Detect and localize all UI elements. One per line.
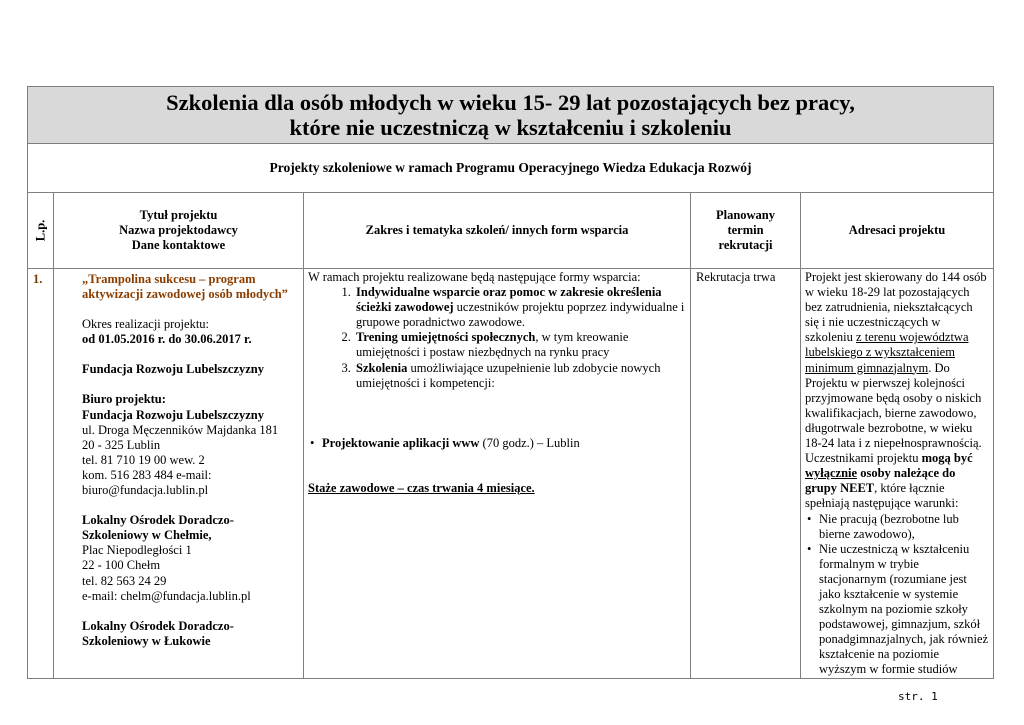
title-line-2: które nie uczestniczą w kształceniu i szkoleniu xyxy=(289,115,732,140)
recruitment-cell: Rekrutacja trwa xyxy=(691,269,801,679)
chelm-office-label: Lokalny Ośrodek Doradczo-Szkoleniowy w Chełmie, xyxy=(82,513,234,543)
support-forms-list xyxy=(308,285,686,391)
adresaci-conditions: Uczestnikami projektu mogą być wyłącznie osoby należące do grupy NEET, które łącznie spełniają następujące warunki: xyxy=(805,451,973,511)
office-label: Biuro projektu: xyxy=(82,392,166,407)
chelm-address-1: Plac Niepodległości 1 xyxy=(82,543,192,558)
project-title: „Trampolina sukcesu – program aktywizacji zawodowej osób młodych” xyxy=(82,272,288,302)
conditions-list xyxy=(805,512,989,678)
header-row xyxy=(28,193,994,269)
scope-intro: W ramach projektu realizowane będą następujące formy wsparcia: xyxy=(308,270,641,284)
list-item: 2. Trening umiejętności społecznych, w tym kreowanie umiejętności i postaw niezbędnych na rynku pracy xyxy=(354,330,686,360)
office-phone: tel. 81 710 19 00 wew. 2 xyxy=(82,452,205,467)
header-recruitment: Planowany termin rekrutacji xyxy=(691,193,801,269)
table-row xyxy=(28,269,994,679)
course-list xyxy=(308,436,686,451)
table-subtitle: Projekty szkoleniowe w ramach Programu Operacyjnego Wiedza Edukacja Rozwój xyxy=(28,144,994,193)
internship-note: Staże zawodowe – czas trwania 4 miesiące. xyxy=(308,480,535,495)
projects-table xyxy=(27,86,994,679)
period-label: Okres realizacji projektu: xyxy=(82,317,210,332)
chelm-address-2: 22 - 100 Chełm xyxy=(82,558,161,573)
header-lp: L.p. xyxy=(28,193,54,269)
office-address-1: ul. Droga Męczenników Majdanka 181 xyxy=(82,422,279,437)
header-title: Tytuł projektu Nazwa projektodawcy Dane kontaktowe xyxy=(54,193,304,269)
table-title xyxy=(28,87,994,144)
organization-name: Fundacja Rozwoju Lubelszczyzny xyxy=(82,362,264,377)
office-address-2: 20 - 325 Lublin xyxy=(82,437,161,452)
period-value: od 01.05.2016 r. do 30.06.2017 r. xyxy=(82,332,252,347)
lukow-office-label: Lokalny Ośrodek Doradczo-Szkoleniowy w Łukowie xyxy=(82,618,234,648)
chelm-phone: tel. 82 563 24 29 xyxy=(82,573,167,588)
project-info-cell xyxy=(54,269,304,679)
header-adresaci: Adresaci projektu xyxy=(801,193,994,269)
office-organization: Fundacja Rozwoju Lubelszczyzny xyxy=(82,407,264,422)
list-item: 1. Indywidualne wsparcie oraz pomoc w zakresie określenia ścieżki zawodowej uczestników projektu poprzez indywidualne i grupowe poradnictwo zawodowe. xyxy=(354,285,686,330)
chelm-email[interactable]: e-mail: chelm@fundacja.lublin.pl xyxy=(82,588,251,603)
scope-cell xyxy=(304,269,691,679)
page-number: str. 1 xyxy=(898,690,938,703)
adresaci-description: Projekt jest skierowany do 144 osób w wieku 18-29 lat pozostających bez zatrudnienia, niekształcących się i nie uczestniczących w szkoleniu z terenu województwa lubelskiego z wykształceniem minimum gimnazjalnym. Do Projektu w pierwszej kolejności przyjmowane będą osoby o niskich kwalifikacjach, bierne zawodowo, długotrwale bezrobotne, w wieku 18-24 lata i z niepełnosprawnością. xyxy=(805,270,987,451)
list-item: • Nie uczestniczą w kształceniu formalnym w trybie stacjonarnym (rozumiane jest jako kształcenie w systemie szkolnym na poziomie szkoły podstawowej, gimnazjum, szkół ponadgimnazjalnych, jak również kształcenie na poziomie wyższym w formie studiów xyxy=(805,542,989,678)
list-item: • Projektowanie aplikacji www (70 godz.) – Lublin xyxy=(308,436,686,451)
office-email[interactable]: biuro@fundacja.lublin.pl xyxy=(82,483,209,498)
list-item: 3. Szkolenia umożliwiające uzupełnienie lub zdobycie nowych umiejętności i kompetencji: xyxy=(354,361,686,391)
adresaci-cell xyxy=(801,269,994,679)
header-scope: Zakres i tematyka szkoleń/ innych form wsparcia xyxy=(304,193,691,269)
list-item: • Nie pracują (bezrobotne lub bierne zawodowo), xyxy=(805,512,989,542)
title-line-1: Szkolenia dla osób młodych w wieku 15- 29 lat pozostających bez pracy, xyxy=(166,90,855,115)
row-number: 1. xyxy=(28,269,54,679)
office-mobile: kom. 516 283 484 e-mail: xyxy=(82,467,212,482)
